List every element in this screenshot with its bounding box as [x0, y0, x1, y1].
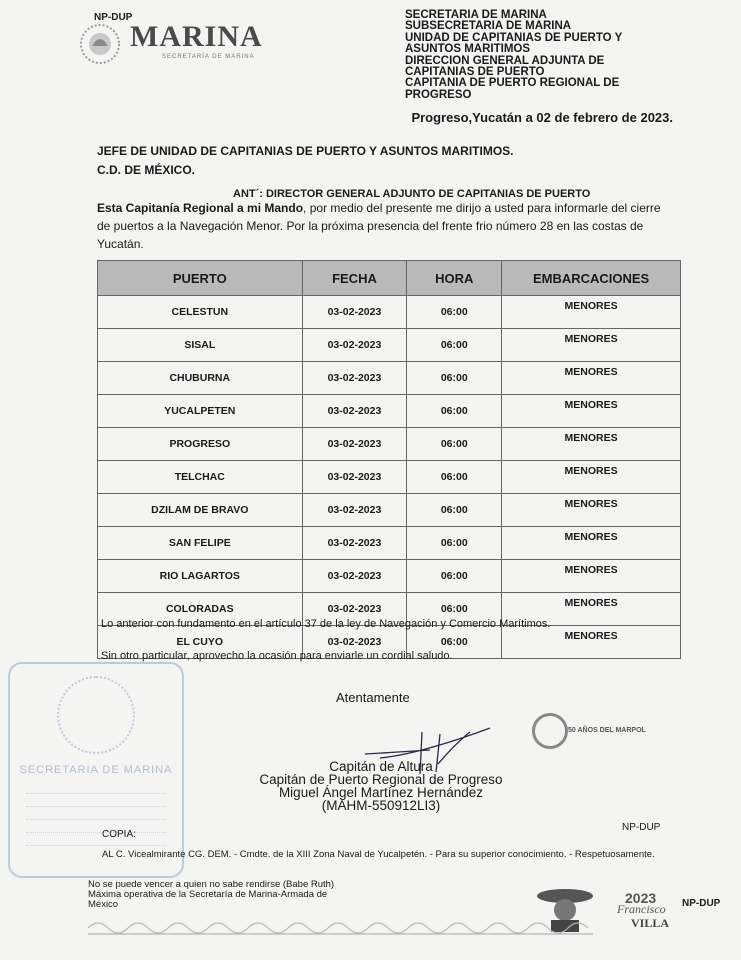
body-lead: Esta Capitanía Regional a mi Mando [97, 201, 304, 215]
vessel-cell: MENORES [502, 329, 681, 362]
logo-subtitle: SECRETARÍA DE MARINA [162, 54, 255, 60]
port-cell: YUCALPETEN [98, 395, 303, 428]
column-header: EMBARCACIONES [502, 261, 681, 296]
header-line: CAPITANIAS DE PUERTO [405, 66, 545, 79]
vessel-cell: MENORES [502, 428, 681, 461]
vessel-cell: MENORES [502, 362, 681, 395]
port-cell: DZILAM DE BRAVO [98, 494, 303, 527]
table-row [98, 329, 681, 362]
signer-block [246, 760, 516, 812]
port-closure-table [97, 260, 681, 659]
port-cell: CHUBURNA [98, 362, 303, 395]
date-cell: 03-02-2023 [302, 560, 407, 593]
vessel-cell: MENORES [502, 527, 681, 560]
time-cell: 06:00 [407, 362, 502, 395]
table-row [98, 362, 681, 395]
port-cell: RIO LAGARTOS [98, 560, 303, 593]
ant-line: ANT´: DIRECTOR GENERAL ADJUNTO DE CAPITANIAS DE PUERTO [233, 188, 591, 200]
official-stamp [8, 662, 184, 878]
legal-basis: Lo anterior con fundamento en el artículo 37 de la ley de Navegación y Comercio Marítimos. [101, 618, 551, 630]
motto-line: No se puede vencer a quien no sabe rendirse (Babe Ruth) [88, 879, 335, 890]
motto-block [88, 880, 334, 910]
date-cell: 03-02-2023 [302, 527, 407, 560]
motto-line: México [88, 899, 119, 910]
closing-line: Sin otro particular, aprovecho la ocasión para enviarle un cordial saludo. [101, 650, 453, 662]
recipient-block [97, 142, 514, 180]
port-cell: CELESTUN [98, 296, 303, 329]
vessel-cell: MENORES [502, 560, 681, 593]
time-cell: 06:00 [407, 593, 502, 626]
column-header: PUERTO [98, 261, 303, 296]
signer-rank: Capitán de Altura [329, 759, 433, 774]
marpol-circle-icon [532, 713, 568, 749]
stamp-lines [10, 784, 182, 846]
marpol-logo [532, 713, 652, 747]
time-cell: 06:00 [407, 527, 502, 560]
time-cell: 06:00 [407, 560, 502, 593]
port-cell: SISAL [98, 329, 303, 362]
header-line: CAPITANIA DE PUERTO REGIONAL DE [405, 77, 620, 90]
marpol-text: 50 AÑOS DEL MARPOL [568, 727, 646, 734]
date-cell: 03-02-2023 [302, 494, 407, 527]
port-cell: SAN FELIPE [98, 527, 303, 560]
vessel-cell: MENORES [502, 296, 681, 329]
table-row [98, 527, 681, 560]
date-cell: 03-02-2023 [302, 428, 407, 461]
vessel-cell: MENORES [502, 593, 681, 626]
date-cell: 03-02-2023 [302, 362, 407, 395]
letterhead [405, 10, 673, 101]
date-cell: 03-02-2023 [302, 329, 407, 362]
carbon-copy-line: AL C. Vicealmirante CG. DEM. - Cmdte. de la XIII Zona Naval de Yucalpetén. - Para su superior conocimiento. - Respetuosamente. [102, 849, 655, 860]
date-cell: 03-02-2023 [302, 296, 407, 329]
attentively: Atentamente [336, 690, 410, 705]
villa-year: 2023 [625, 890, 657, 906]
table-row [98, 494, 681, 527]
vessel-cell: MENORES [502, 461, 681, 494]
time-cell: 06:00 [407, 296, 502, 329]
vessel-cell: MENORES [502, 626, 681, 659]
header-line: DIRECCION GENERAL ADJUNTA DE [405, 54, 605, 67]
header-line: ASUNTOS MARITIMOS [405, 43, 531, 56]
stamp-seal-icon [57, 676, 135, 754]
port-cell: TELCHAC [98, 461, 303, 494]
date-cell: 03-02-2023 [302, 593, 407, 626]
time-cell: 06:00 [407, 626, 502, 659]
header-line: SUBSECRETARIA DE MARINA [405, 20, 572, 33]
table-row [98, 395, 681, 428]
copy-label: COPIA: [102, 829, 136, 840]
recipient-line: C.D. DE MÉXICO. [97, 163, 196, 177]
table-row [98, 461, 681, 494]
motto-line: Máxima operativa de la Secretaría de Marina-Armada de [88, 889, 328, 900]
decorative-border [88, 918, 593, 938]
time-cell: 06:00 [407, 395, 502, 428]
table-row [98, 560, 681, 593]
column-header: HORA [407, 261, 502, 296]
time-cell: 06:00 [407, 494, 502, 527]
date-cell: 03-02-2023 [302, 626, 407, 659]
villa-name-1: Francisco [617, 902, 666, 916]
document-code-mid: NP-DUP [622, 822, 661, 833]
vessel-cell: MENORES [502, 494, 681, 527]
time-cell: 06:00 [407, 329, 502, 362]
port-cell: COLORADAS [98, 593, 303, 626]
column-header: FECHA [302, 261, 407, 296]
vessel-cell: MENORES [502, 395, 681, 428]
header-line: UNIDAD DE CAPITANIAS DE PUERTO Y [405, 31, 623, 44]
time-cell: 06:00 [407, 428, 502, 461]
time-cell: 06:00 [407, 461, 502, 494]
recipient-line: JEFE DE UNIDAD DE CAPITANIAS DE PUERTO Y ASUNTOS MARITIMOS. [97, 144, 514, 158]
place-date: Progreso,Yucatán a 02 de febrero de 2023. [411, 110, 673, 125]
table-row [98, 428, 681, 461]
body-rest: , por medio del presente me dirijo a usted para informarle del cierre de puertos a la Navegación Menor. Por la próxima presencia del frente frio número 28 en las costas de Yucatán. [97, 201, 661, 251]
table-header-row [98, 261, 681, 296]
header-line: PROGRESO [405, 88, 472, 101]
eagle-seal-icon [78, 20, 126, 66]
stamp-title: SECRETARIA DE MARINA [19, 764, 173, 776]
header-line: SECRETARIA DE MARINA [405, 9, 547, 21]
body-paragraph [97, 199, 675, 253]
document-code-top: NP-DUP [94, 12, 133, 23]
port-cell: EL CUYO [98, 626, 303, 659]
signer-id: (MAHM-550912LI3) [321, 798, 441, 813]
signer-title: Capitán de Puerto Regional de Progreso [259, 772, 503, 787]
villa-name-2: VILLA [631, 916, 670, 930]
logo-wordmark: MARINA [130, 20, 263, 53]
date-cell: 03-02-2023 [302, 461, 407, 494]
marina-logo [78, 20, 268, 66]
signer-name: Miguel Ángel Martínez Hernández [278, 785, 484, 800]
table-row [98, 296, 681, 329]
document-code-bottom: NP-DUP [682, 898, 721, 909]
date-cell: 03-02-2023 [302, 395, 407, 428]
port-cell: PROGRESO [98, 428, 303, 461]
